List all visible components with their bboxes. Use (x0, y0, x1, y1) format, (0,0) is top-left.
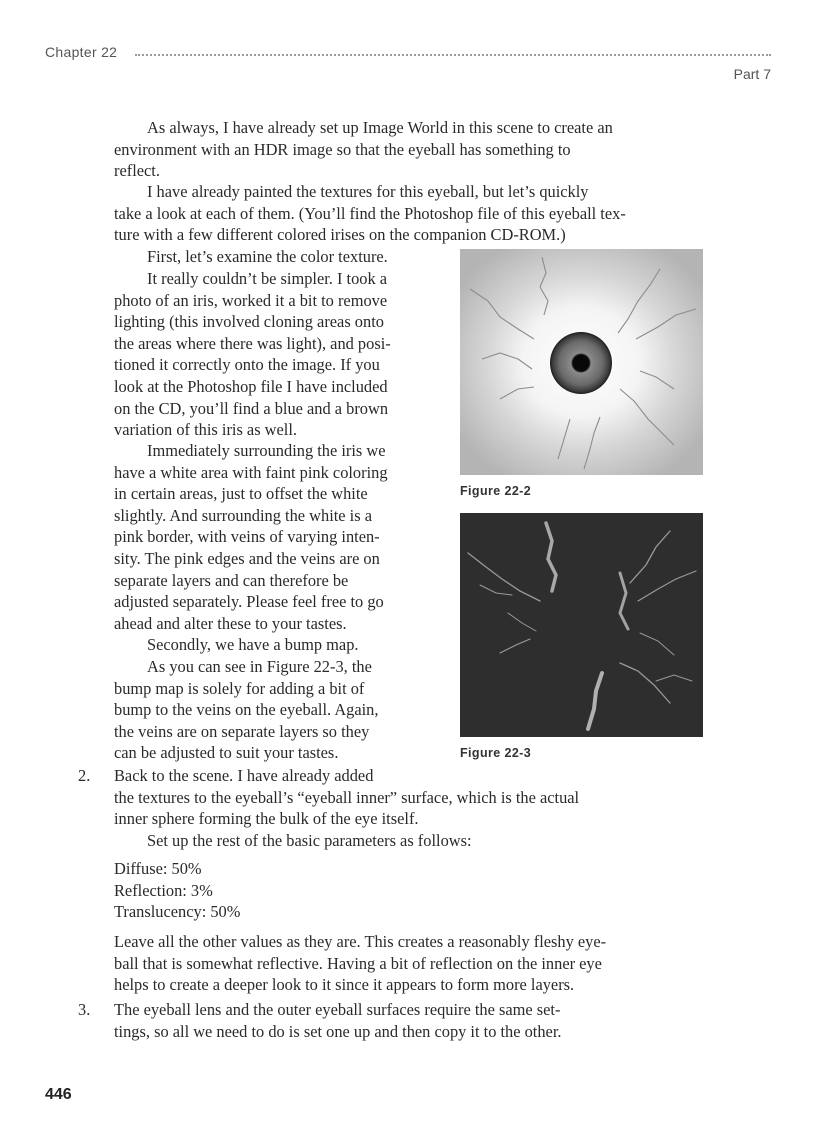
text-line: the textures to the eyeball’s “eyeball inner” surface, which is the actual (114, 787, 580, 807)
text-line: ball that is somewhat reflective. Having a bit of reflection on the inner eye (114, 953, 602, 973)
text-line: Set up the rest of the basic parameters as follows: (147, 830, 472, 850)
text-line: environment with an HDR image so that the eyeball has something to (114, 139, 571, 159)
paragraph-textures (114, 181, 714, 246)
eyeball-bump-map-image (460, 513, 703, 737)
paragraph-color-texture-intro (114, 246, 449, 268)
bump-map-background (460, 513, 703, 737)
text-line: As you can see in Figure 22-3, the (147, 657, 372, 676)
param-diffuse: Diffuse: 50% (114, 859, 202, 878)
parameter-list (114, 858, 714, 923)
text-line: bump to the veins on the eyeball. Again, (114, 700, 379, 720)
paragraph-fleshy-eyeball (114, 931, 714, 996)
text-line: tioned it correctly onto the image. If you (114, 355, 380, 375)
text-line: photo of an iris, worked it a bit to remove (114, 290, 388, 310)
text-line: Leave all the other values as they are. This creates a reasonably fleshy eye- (114, 932, 607, 951)
text-line: inner sphere forming the bulk of the eye itself. (114, 809, 419, 829)
figure-22-3 (460, 513, 703, 737)
step-3-text (114, 999, 714, 1042)
text-line: in certain areas, just to offset the white (114, 484, 368, 504)
text-line: Back to the scene. I have already added (114, 766, 374, 785)
paragraph-bump-map (114, 656, 449, 764)
text-line: First, let’s examine the color texture. (147, 247, 388, 266)
text-line: look at the Photoshop file I have included (114, 376, 388, 396)
text-line: bump map is solely for adding a bit of (114, 678, 365, 698)
text-line: I have already painted the textures for this eyeball, but let’s quickly (147, 182, 589, 201)
step-2-text (114, 765, 714, 851)
step-number: 3. (78, 1000, 91, 1019)
figure-caption: Figure 22-2 (460, 484, 532, 498)
step-number: 2. (78, 766, 91, 785)
text-line: The eyeball lens and the outer eyeball surfaces require the same set- (114, 1000, 561, 1019)
text-line: slightly. And surrounding the white is a (114, 505, 372, 525)
eyeball-color-texture-image (460, 249, 703, 475)
chapter-label: Chapter 22 (45, 44, 118, 60)
running-header (45, 44, 771, 60)
text-line: adjusted separately. Please feel free to go (114, 592, 384, 612)
text-line: on the CD, you’ll find a blue and a brown (114, 398, 389, 418)
text-line: have a white area with faint pink coloring (114, 462, 388, 482)
text-line: pink border, with veins of varying inten- (114, 527, 380, 547)
paragraph-image-world (114, 117, 714, 182)
part-label: Part 7 (733, 66, 771, 82)
text-line: lighting (this involved cloning areas onto (114, 312, 384, 332)
text-line: can be adjusted to suit your tastes. (114, 743, 339, 763)
header-dotted-rule (135, 54, 771, 56)
paragraph-iris-photo (114, 268, 449, 441)
text-line: helps to create a deeper look to it since it appears to form more layers. (114, 975, 575, 995)
text-line: Immediately surrounding the iris we (147, 441, 386, 460)
text-line: sity. The pink edges and the veins are on (114, 548, 380, 568)
figure-caption: Figure 22-3 (460, 746, 532, 760)
text-line: Secondly, we have a bump map. (147, 635, 359, 654)
text-line: ahead and alter these to your tastes. (114, 613, 347, 633)
text-line: tings, so all we need to do is set one up and then copy it to the other. (114, 1021, 562, 1041)
paragraph-bump-map-intro (114, 634, 449, 656)
text-line: the veins are on separate layers so they (114, 721, 370, 741)
paragraph-white-area (114, 440, 449, 634)
text-line: separate layers and can therefore be (114, 570, 349, 590)
text-line: ture with a few different colored irises on the companion CD-ROM.) (114, 225, 566, 245)
figure-22-2 (460, 249, 703, 475)
text-line: the areas where there was light), and posi- (114, 333, 391, 353)
text-line: As always, I have already set up Image World in this scene to create an (147, 118, 613, 137)
text-line: It really couldn’t be simpler. I took a (147, 269, 388, 288)
param-reflection: Reflection: 3% (114, 880, 213, 900)
page-number: 446 (45, 1086, 72, 1103)
pupil (573, 355, 589, 371)
text-line: take a look at each of them. (You’ll find the Photoshop file of this eyeball tex- (114, 203, 626, 223)
text-line: reflect. (114, 161, 160, 181)
param-translucency: Translucency: 50% (114, 902, 241, 922)
text-line: variation of this iris as well. (114, 420, 297, 440)
